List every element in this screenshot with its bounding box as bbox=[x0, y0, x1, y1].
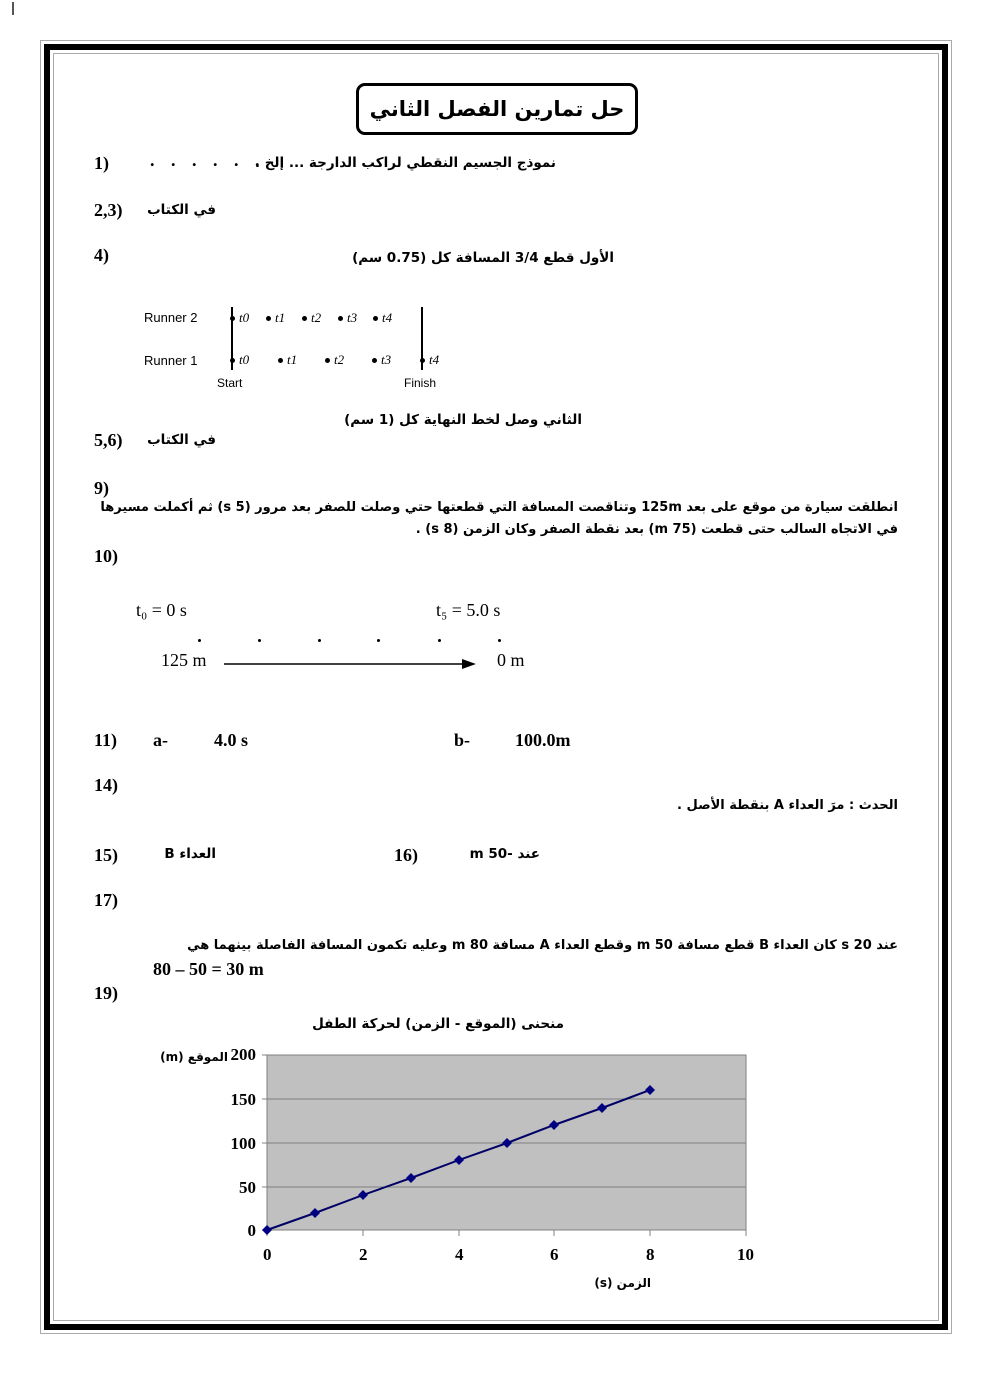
x-tick-8: 8 bbox=[646, 1245, 655, 1264]
x-tick-0: 0 bbox=[263, 1245, 272, 1264]
text-cursor bbox=[12, 2, 14, 15]
runner1-dot-t1 bbox=[278, 358, 283, 363]
page-title: حل تمارين الفصل الثاني bbox=[369, 97, 625, 121]
motion-dot-1 bbox=[258, 639, 261, 642]
q19-number: 19) bbox=[94, 983, 118, 1003]
motion-dot-5 bbox=[498, 639, 501, 642]
motion-dot-0 bbox=[198, 639, 201, 642]
q56-number: 5,6) bbox=[94, 430, 123, 450]
start-label: Start bbox=[217, 376, 243, 390]
q9-number: 9) bbox=[94, 478, 109, 498]
runner1-t0: t0 bbox=[239, 352, 250, 367]
runner2-t1: t1 bbox=[275, 310, 286, 325]
q14-number: 14) bbox=[94, 775, 118, 795]
chart-title: منحنى (الموقع - الزمن) لحركة الطفل bbox=[312, 1016, 564, 1032]
q9-line2: في الاتجاه السالب حتى قطعت (75 m) بعد نقطة الصفر وكان الزمن (8 s) . bbox=[415, 522, 898, 537]
q11-a-value: 4.0 s bbox=[214, 730, 249, 750]
q23-number: 2,3) bbox=[94, 200, 123, 220]
q4-line1: الأول قطع 3/4 المسافة كل (0.75 سم) bbox=[352, 250, 614, 266]
y-tick-100: 100 bbox=[230, 1134, 256, 1153]
runner1-dot-t2 bbox=[325, 358, 330, 363]
chart-ylabel: الموقع (m) bbox=[160, 1050, 228, 1064]
q17-line2: 80 – 50 = 30 m bbox=[153, 959, 264, 979]
runner2-dot-t2 bbox=[302, 316, 307, 321]
chart-xlabel: الزمن (s) bbox=[594, 1276, 651, 1290]
runner2-dot-t3 bbox=[338, 316, 343, 321]
t5-label: t₅ = 5.0 s bbox=[436, 600, 501, 620]
runner2-dot-t4 bbox=[373, 316, 378, 321]
motion-dot-4 bbox=[438, 639, 441, 642]
q23-answer: في الكتاب bbox=[147, 202, 216, 218]
finish-label: Finish bbox=[404, 376, 437, 390]
q11-b-value: 100.0m bbox=[515, 730, 571, 750]
q11-a-label: a- bbox=[153, 730, 168, 750]
q1-answer: نموذج الجسيم النقطي لراكب الدارجة ... إلخ . bbox=[254, 155, 556, 171]
runner2-t3: t3 bbox=[347, 310, 358, 325]
runner2-dot-t0 bbox=[230, 316, 235, 321]
q4-line2: الثاني وصل لخط النهاية كل (1 سم) bbox=[344, 412, 582, 428]
q1-dots: . . . . . . bbox=[150, 150, 266, 170]
q16-number: 16) bbox=[394, 845, 418, 865]
start-position: 125 m bbox=[161, 650, 207, 670]
q56-answer: في الكتاب bbox=[147, 432, 216, 448]
motion-dot-2 bbox=[318, 639, 321, 642]
x-tick-2: 2 bbox=[359, 1245, 368, 1264]
y-tick-50: 50 bbox=[239, 1178, 256, 1197]
x-tick-4: 4 bbox=[455, 1245, 464, 1264]
runner2-t2: t2 bbox=[311, 310, 322, 325]
q1-number: 1) bbox=[94, 153, 109, 173]
q4-number: 4) bbox=[94, 245, 109, 265]
x-tick-10: 10 bbox=[737, 1245, 754, 1264]
q15-answer: العداء B bbox=[164, 846, 216, 862]
end-position: 0 m bbox=[497, 650, 525, 670]
y-tick-0: 0 bbox=[247, 1221, 256, 1240]
q9-line1: انطلقت سيارة من موقع على بعد 125m وتناقصت المسافة التي قطعتها حتي وصلت للصفر بعد مرور (5 s) ثم أكملت مسيرها bbox=[100, 500, 898, 515]
q17-line1: عند 20 s كان العداء B قطع مسافة 50 m وقطع العداء A مسافة 80 m وعليه تكمون المسافة الفاصلة بينهما هي bbox=[187, 938, 898, 953]
q11-b-label: b- bbox=[454, 730, 471, 750]
runner1-t2: t2 bbox=[334, 352, 345, 367]
runner2-t0: t0 bbox=[239, 310, 250, 325]
t0-label: t₀ = 0 s bbox=[136, 600, 187, 620]
runner1-t1: t1 bbox=[287, 352, 298, 367]
runner2-dot-t1 bbox=[266, 316, 271, 321]
runner1-dot-t0 bbox=[230, 358, 235, 363]
page-title-box bbox=[356, 83, 638, 135]
arrow-right-icon bbox=[224, 658, 476, 670]
motion-dot-3 bbox=[377, 639, 380, 642]
y-tick-150: 150 bbox=[230, 1090, 256, 1109]
q16-answer: عند -50 m bbox=[469, 846, 540, 862]
runner1-t4: t4 bbox=[429, 352, 440, 367]
q10-number: 10) bbox=[94, 546, 118, 566]
q11-number: 11) bbox=[94, 730, 118, 750]
runner1-t3: t3 bbox=[381, 352, 392, 367]
runner2-t4: t4 bbox=[382, 310, 393, 325]
q15-number: 15) bbox=[94, 845, 118, 865]
q14-answer: الحدث : مرَ العداء A بنقطة الأصل . bbox=[677, 798, 898, 813]
runner1-label: Runner 1 bbox=[144, 353, 198, 368]
x-tick-6: 6 bbox=[550, 1245, 559, 1264]
q17-number: 17) bbox=[94, 890, 118, 910]
runner2-label: Runner 2 bbox=[144, 310, 198, 325]
chart-plot-area bbox=[260, 1050, 750, 1240]
runner1-dot-t3 bbox=[372, 358, 377, 363]
runner1-dot-t4 bbox=[420, 358, 425, 363]
y-tick-200: 200 bbox=[230, 1045, 256, 1064]
